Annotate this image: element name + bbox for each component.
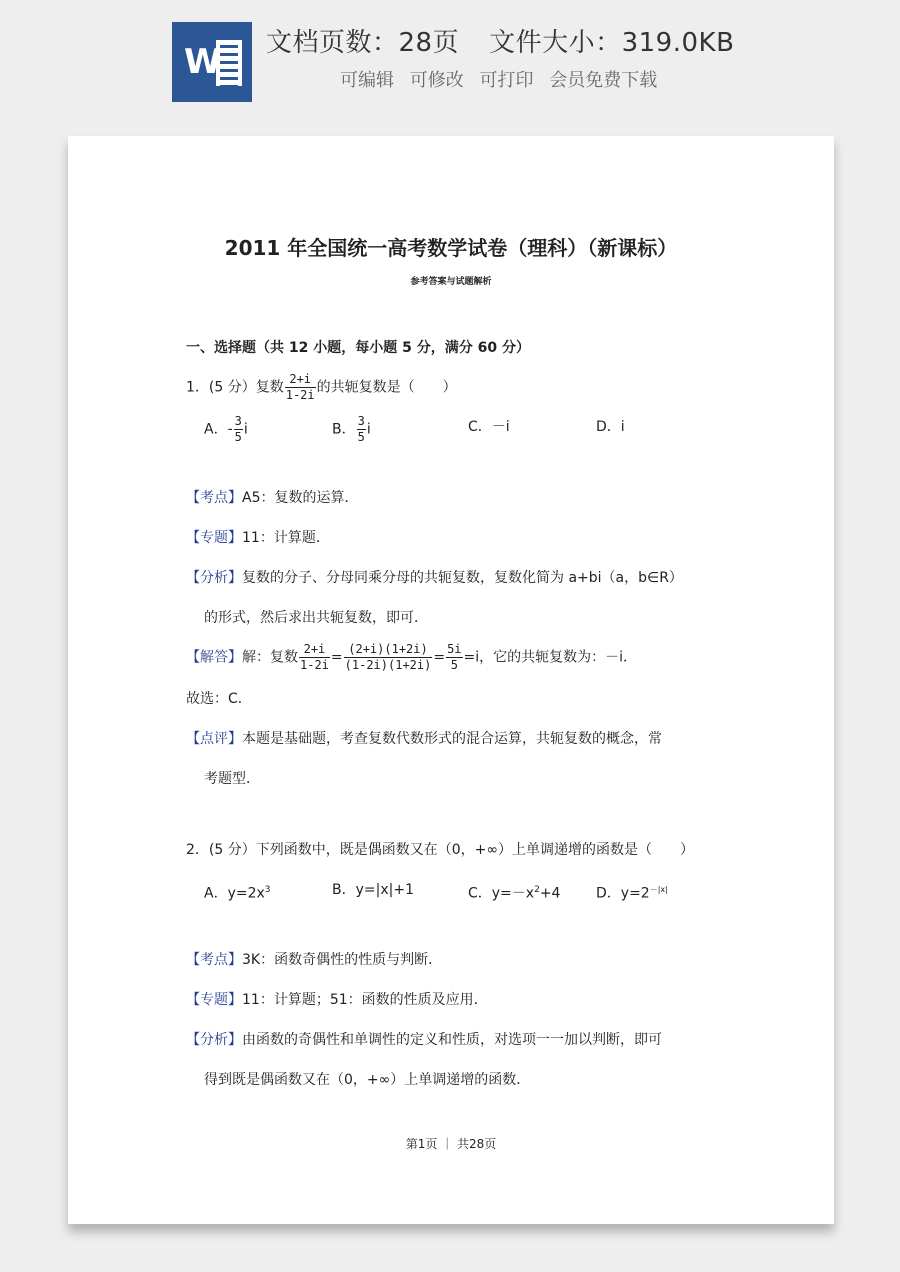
section-heading: 一、选择题（共 12 小题，每小题 5 分，满分 60 分） (186, 340, 530, 356)
word-icon-letter: W (184, 42, 222, 82)
q2-kaodian: 【考点】3K：函数奇偶性的性质与判断． (186, 952, 443, 968)
q1-jieda: 【解答】解：复数 $\frac{2+i}{1-2i}$ = $\frac{(2+i)(1+2i)}{(1-2i)(1+2i)}$ = $\frac{5i}{5}$ =i，它的共轭复数为：－i． (186, 642, 638, 672)
q2-option-d: D．$y=2^{-|x|}$ (596, 885, 668, 902)
document-info-banner (0, 0, 900, 120)
q1-fenxi: 【分析】复数的分子、分母同乘分母的共轭复数，复数化简为 a+bi（a，b∈R） (186, 570, 683, 586)
feature-tags (340, 66, 667, 92)
kaodian-tag: 【考点】 (186, 952, 242, 968)
page-count: 文档页数：28页 (266, 28, 460, 58)
q2-fenxi-cont: 得到既是偶函数又在（0，+∞）上单调递增的函数． (204, 1072, 531, 1088)
tag-modifiable: 可修改 (409, 70, 464, 91)
tag-printable: 可打印 (479, 70, 534, 91)
fenxi-tag: 【分析】 (186, 1032, 242, 1048)
page-footer: 第1页 ｜ 共28页 (405, 1137, 497, 1151)
tag-editable: 可编辑 (340, 70, 394, 91)
q1-fenxi-cont: 的形式，然后求出共轭复数，即可． (204, 610, 428, 626)
file-size: 文件大小：319.0KB (489, 28, 735, 58)
q1-option-d: D．i (596, 419, 625, 435)
q2-option-c: C．$y=-x^2+4$ (468, 885, 561, 902)
q1-option-a: A．- $\frac{3}{5}$ i (204, 414, 248, 444)
q1-zhuanti: 【专题】11：计算题． (186, 530, 330, 546)
zhuanti-tag: 【专题】 (186, 992, 242, 1008)
q1-kaodian: 【考点】A5：复数的运算． (186, 490, 359, 506)
dianping-tag: 【点评】 (186, 731, 242, 747)
fenxi-tag: 【分析】 (186, 570, 242, 586)
document-page (68, 136, 834, 1224)
document-title: 2011 年全国统一高考数学试卷（理科）（新课标） (224, 236, 678, 260)
q2-fenxi: 【分析】由函数的奇偶性和单调性的定义和性质，对选项一一加以判断，即可 (186, 1032, 662, 1048)
zhuanti-tag: 【专题】 (186, 530, 242, 546)
word-document-icon (172, 22, 252, 102)
q2-zhuanti: 【专题】11：计算题；51：函数的性质及应用． (186, 992, 488, 1008)
q1-option-c: C．－i (468, 419, 510, 435)
fraction: $\frac{2+i}{1-2i}$ (285, 372, 315, 402)
q2-option-b: B．y=|x|+1 (332, 882, 414, 898)
question-1-stem: 1．(5 分）复数 $\frac{2+i}{1-2i}$ 的共轭复数是（ ） (186, 372, 457, 402)
q1-dianping: 【点评】本题是基础题，考查复数代数形式的混合运算，共轭复数的概念，常 (186, 731, 662, 747)
kaodian-tag: 【考点】 (186, 490, 242, 506)
q1-dianping-cont: 考题型． (204, 771, 260, 787)
question-2-stem: 2．(5 分）下列函数中，既是偶函数又在（0，+∞）上单调递增的函数是（ ） (186, 842, 695, 858)
document-subtitle: 参考答案与试题解析 (410, 277, 492, 287)
tag-member-free-download: 会员免费下载 (549, 70, 658, 91)
jieda-tag: 【解答】 (186, 649, 242, 666)
document-meta (266, 22, 734, 59)
q1-answer: 故选：C． (186, 691, 252, 707)
q2-option-a: A．$y=2x^3$ (204, 885, 271, 902)
q1-option-b: B． $\frac{3}{5}$ i (332, 414, 371, 444)
